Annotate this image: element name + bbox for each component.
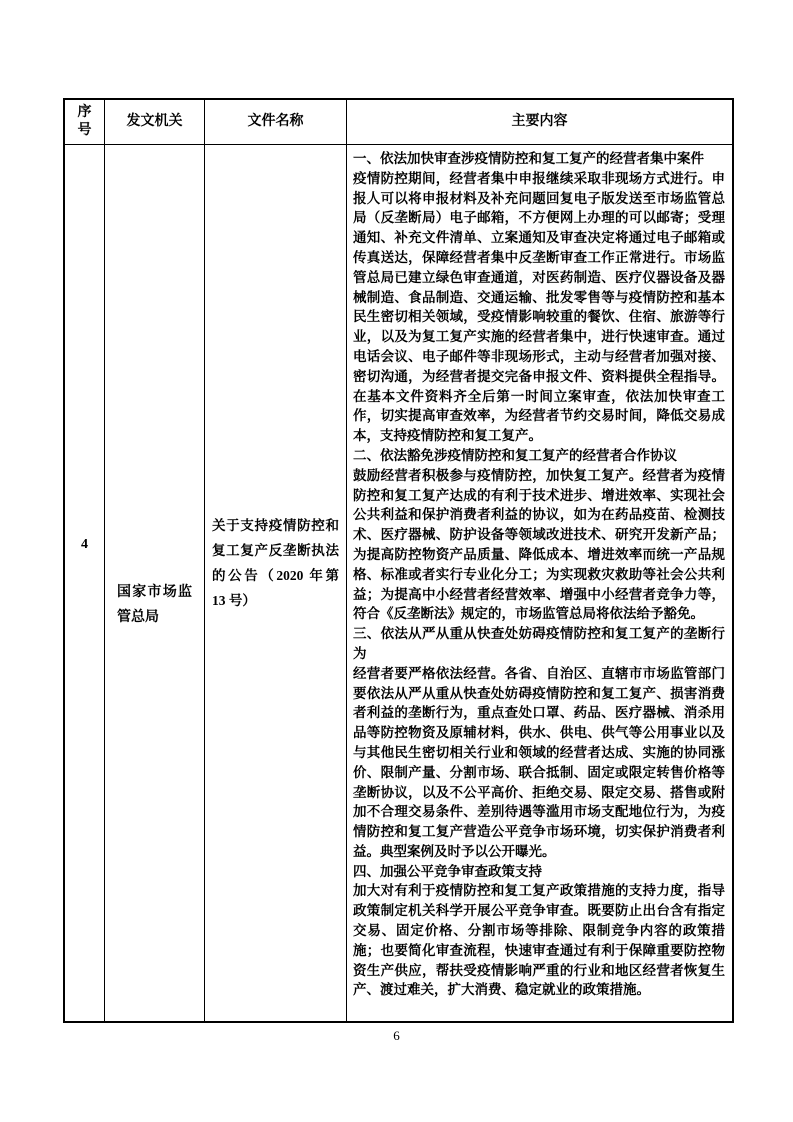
header-doc-name: 文件名称 — [205, 100, 347, 144]
content-section-3-body: 经营者要严格依法经营。各省、自治区、直辖市市场监管部门要依法从严从重从快查处妨碍疫情防控和复工复产、损害消费者利益的垄断行为，重点查处口罩、药品、医疗器械、消杀用品等防控物资及原辅材料，供水、供电、供气等公用事业以及与其他民生密切相关行业和领域的经营者达成、实施的协同涨价、限制产量、分割市场、联合抵制、固定或限定转售价格等垄断协议，以及不公平高价、拒绝交易、限定交易、搭售或附加不合理交易条件、差别待遇等滥用市场支配地位行为，为疫情防控和复工复产营造公平竞争市场环境，切实保护消费者利益。典型案例及时予以公开曝光。 — [353, 665, 725, 859]
table-header-row — [65, 100, 732, 145]
header-main-content: 主要内容 — [511, 114, 568, 129]
content-section-4-heading: 四、加强公平竞争审查政策支持 — [353, 863, 542, 879]
cell-seq-number: 4 — [65, 145, 105, 1021]
content-section-3-heading: 三、依法从严从重从快查处妨碍疫情防控和复工复产的垄断行为 — [353, 626, 725, 661]
cell-main-content — [347, 145, 732, 1021]
table-row — [65, 145, 732, 1021]
header-seq: 序号 — [65, 100, 105, 144]
header-agency: 发文机关 — [105, 100, 205, 144]
document-table — [63, 98, 734, 1023]
cell-document-title: 关于支持疫情防控和复工复产反垄断执法的公告（2020 年第 13 号） — [205, 145, 347, 1021]
cell-issuing-agency: 国家市场监管总局 — [105, 145, 205, 1021]
page-number: 6 — [393, 1028, 400, 1043]
content-section-1-heading: 一、依法加快审查涉疫情防控和复工复产的经营者集中案件 — [353, 151, 704, 166]
content-section-1-body: 疫情防控期间，经营者集中申报继续采取非现场方式进行。申报人可以将申报材料及补充问题回复电子版发送至市场监管总局（反垄断局）电子邮箱，不方便网上办理的可以邮寄；受理通知、补充文件清单、立案通知及审查决定将通过电子邮箱或传真送达，保障经营者集中反垄断审查工作正常进行。市场监管总局已建立绿色审查通道，对医药制造、医疗仪器设备及器械制造、食品制造、交通运输、批发零售等与疫情防控和基本民生密切相关领域，受疫情影响较重的餐饮、住宿、旅游等行业，以及为复工复产实施的经营者集中，进行快速审查。通过电话会议、电子邮件等非现场形式，主动与经营者加强对接、密切沟通，为经营者提交完备申报文件、资料提供全程指导。在基本文件资料齐全后第一时间立案审查，依法加快审查工作，切实提高审查效率，为经营者节约交易时间，降低交易成本，支持疫情防控和复工复产。 — [353, 170, 725, 444]
content-section-4-body: 加大对有利于疫情防控和复工复产政策措施的支持力度，指导政策制定机关科学开展公平竞争审查。既要防止出台含有指定交易、固定价格、分割市场等排除、限制竞争内容的政策措施；也要简化审查流程，快速审查通过有利于保障重要防控物资生产供应，帮扶受疫情影响严重的行业和地区经营者恢复生产、渡过难关，扩大消费、稳定就业的政策措施。 — [353, 883, 725, 998]
content-section-2-heading: 二、依法豁免涉疫情防控和复工复产的经营者合作协议 — [353, 447, 677, 463]
content-section-2-body: 鼓励经营者积极参与疫情防控，加快复工复产。经营者为疫情防控和复工复产达成的有利于技术进步、增进效率、实现社会公共利益和保护消费者利益的协议，如为在药品疫苗、检测技术、医疗器械、防护设备等领域改进技术、研究开发新产品；为提高防控物资产品质量、降低成本、增进效率而统一产品规格、标准或者实行专业化分工；为实现救灾救助等社会公共利益；为提高中小经营者经营效率、增强中小经营者竞争力等，符合《反垄断法》规定的，市场监管总局将依法给予豁免。 — [353, 467, 725, 622]
